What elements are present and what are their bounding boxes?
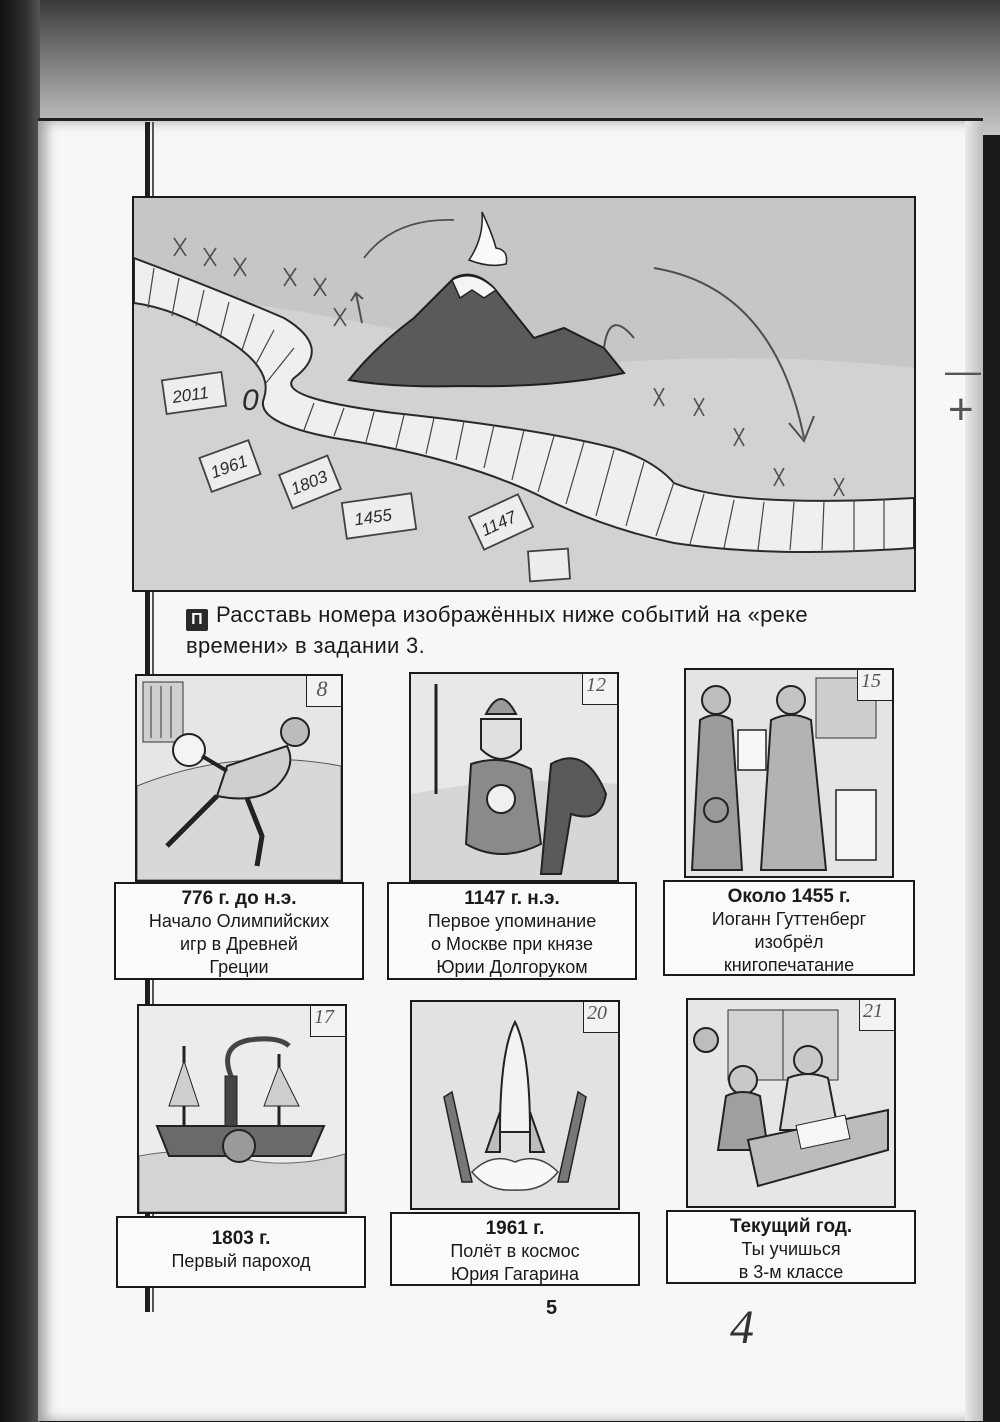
event-caption-olympics — [114, 882, 364, 980]
classroom-icon — [686, 998, 896, 1208]
rocket-icon — [410, 1000, 620, 1210]
event-desc-line: Первый пароход — [171, 1251, 311, 1271]
handwritten-note: 4 — [730, 1301, 754, 1354]
event-desc-line: в 3-м классе — [738, 1262, 844, 1282]
handwritten-number: 8 — [316, 676, 328, 701]
event-date: 1803 г. — [211, 1228, 271, 1249]
handwritten-number: 12 — [586, 674, 606, 696]
river-box-1455: 1455 — [352, 505, 394, 530]
event-desc-line: Греции — [209, 957, 269, 977]
page-edge — [965, 121, 983, 1421]
event-desc-line: Иоганн Гуттенберг — [711, 909, 867, 929]
handwritten-number: 17 — [314, 1006, 334, 1028]
printing-press-icon — [684, 668, 894, 878]
event-caption-current-year — [666, 1210, 916, 1284]
handwritten-number: 20 — [587, 1002, 607, 1024]
event-caption-printing — [663, 880, 915, 976]
event-caption-space-flight — [390, 1212, 640, 1286]
page-number: 5 — [546, 1297, 558, 1319]
task-marker-icon: П — [186, 609, 208, 631]
event-caption-steamship — [116, 1216, 366, 1288]
event-desc-line: Ты учишься — [741, 1239, 841, 1259]
river-of-time-illustration — [132, 196, 916, 592]
event-desc-line: о Москве при князе — [431, 934, 593, 954]
event-desc-line: Начало Олимпийских — [148, 911, 330, 931]
event-caption-moscow — [387, 882, 637, 980]
event-date: Текущий год. — [729, 1216, 853, 1237]
river-mark-zero: 0 — [242, 384, 259, 417]
event-date: 776 г. до н.э. — [181, 888, 297, 909]
event-desc-line: игр в Древней — [180, 934, 298, 954]
event-desc-line: Первое упоминание — [427, 911, 597, 931]
event-desc-line: Полёт в космос — [450, 1241, 580, 1261]
river-box-1147: 1147 — [478, 507, 520, 540]
margin-mark-plus: + — [948, 385, 974, 434]
margin-mark-minus: — — [945, 350, 981, 391]
handwritten-number: 21 — [863, 1000, 883, 1022]
river-box-1961: 1961 — [208, 451, 251, 483]
event-desc-line: книгопечатание — [723, 955, 855, 975]
scan-background-top — [0, 0, 1000, 135]
event-date: Около 1455 г. — [727, 886, 851, 907]
task-text: Расставь номера изображённых ниже событий на «реке времени» в задании 3. — [186, 602, 808, 658]
handwritten-number: 15 — [861, 670, 881, 692]
task-instruction — [186, 600, 916, 661]
discus-thrower-icon — [135, 674, 343, 882]
steamship-icon — [137, 1004, 347, 1214]
event-desc-line: изобрёл — [754, 932, 824, 952]
event-desc-line: Юрия Гагарина — [451, 1264, 579, 1284]
river-box-2011: 2011 — [171, 383, 210, 407]
event-date: 1961 г. — [485, 1218, 545, 1239]
scan-background-left — [0, 0, 40, 1422]
prince-on-horse-icon — [409, 672, 619, 882]
event-date: 1147 г. н.э. — [464, 888, 560, 909]
event-desc-line: Юрии Долгоруком — [436, 957, 588, 977]
river-box-1803: 1803 — [288, 466, 331, 499]
